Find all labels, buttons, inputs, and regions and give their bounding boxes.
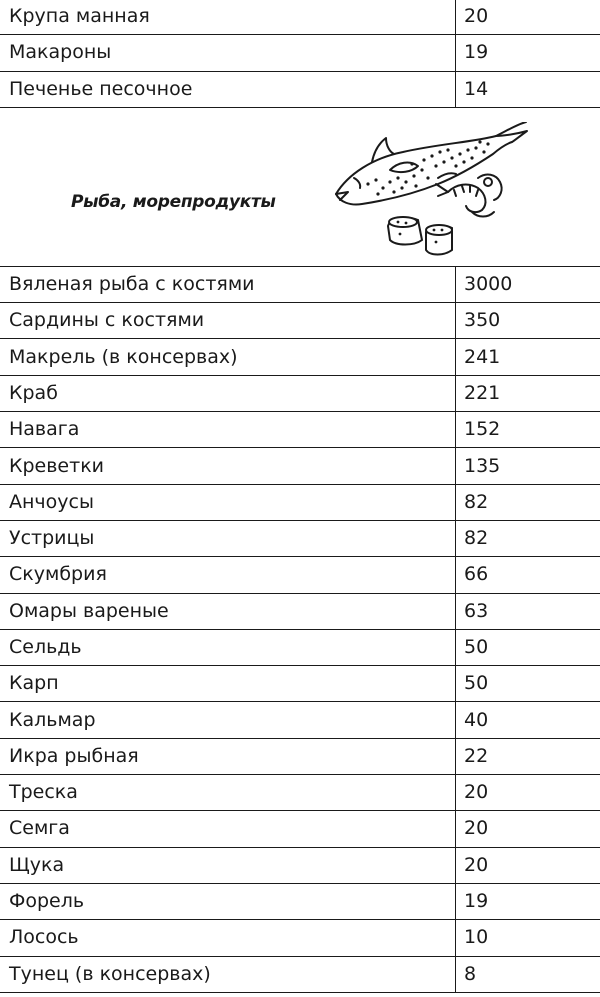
food-name: Икра рыбная	[0, 738, 456, 774]
food-value: 63	[456, 593, 600, 629]
food-value: 241	[456, 339, 600, 375]
table-row	[0, 811, 600, 847]
table-row	[0, 775, 600, 811]
food-value: 152	[456, 412, 600, 448]
food-value: 8	[456, 956, 600, 992]
table-row	[0, 883, 600, 919]
food-name: Устрицы	[0, 520, 456, 556]
food-name: Треска	[0, 775, 456, 811]
table-row	[0, 920, 600, 956]
food-name: Крупа манная	[0, 0, 456, 35]
food-value: 20	[456, 0, 600, 35]
food-value: 40	[456, 702, 600, 738]
food-value: 82	[456, 520, 600, 556]
food-name: Скумбрия	[0, 557, 456, 593]
table-row	[0, 303, 600, 339]
table-row	[0, 448, 600, 484]
food-name: Навага	[0, 412, 456, 448]
food-name: Семга	[0, 811, 456, 847]
food-name: Вяленая рыба с костями	[0, 266, 456, 302]
food-value: 350	[456, 303, 600, 339]
food-value: 82	[456, 484, 600, 520]
food-value: 10	[456, 920, 600, 956]
table-row	[0, 266, 600, 302]
food-value: 66	[456, 557, 600, 593]
section-header-cell	[0, 107, 600, 266]
food-name: Сельдь	[0, 629, 456, 665]
food-value: 20	[456, 811, 600, 847]
food-name: Омары вареные	[0, 593, 456, 629]
food-name: Щука	[0, 847, 456, 883]
table-row	[0, 520, 600, 556]
food-value: 22	[456, 738, 600, 774]
food-value: 14	[456, 71, 600, 107]
food-value: 3000	[456, 266, 600, 302]
table-row	[0, 666, 600, 702]
food-name: Тунец (в консервах)	[0, 956, 456, 992]
table-row	[0, 71, 600, 107]
food-name: Кальмар	[0, 702, 456, 738]
table-row	[0, 557, 600, 593]
food-name: Макрель (в консервах)	[0, 339, 456, 375]
food-name: Сардины с костями	[0, 303, 456, 339]
table-row	[0, 593, 600, 629]
table-row	[0, 375, 600, 411]
food-value: 50	[456, 666, 600, 702]
food-value: 221	[456, 375, 600, 411]
food-name: Печенье песочное	[0, 71, 456, 107]
table-row	[0, 484, 600, 520]
section-title: Рыба, морепродукты	[71, 191, 276, 212]
section-header-row	[0, 107, 600, 266]
food-value: 19	[456, 35, 600, 71]
food-value: 20	[456, 775, 600, 811]
food-value: 19	[456, 883, 600, 919]
food-name: Форель	[0, 883, 456, 919]
food-name: Креветки	[0, 448, 456, 484]
food-value: 50	[456, 629, 600, 665]
food-value: 20	[456, 847, 600, 883]
table-row	[0, 847, 600, 883]
food-name: Макароны	[0, 35, 456, 71]
food-value: 135	[456, 448, 600, 484]
food-name: Лосось	[0, 920, 456, 956]
fish-seafood-illustration-icon	[328, 122, 533, 257]
table-row	[0, 956, 600, 992]
table-row	[0, 35, 600, 71]
food-name: Анчоусы	[0, 484, 456, 520]
food-name: Карп	[0, 666, 456, 702]
table-row	[0, 629, 600, 665]
table-row	[0, 738, 600, 774]
table-row	[0, 702, 600, 738]
table-row	[0, 0, 600, 35]
table-row	[0, 412, 600, 448]
food-name: Краб	[0, 375, 456, 411]
table-row	[0, 339, 600, 375]
